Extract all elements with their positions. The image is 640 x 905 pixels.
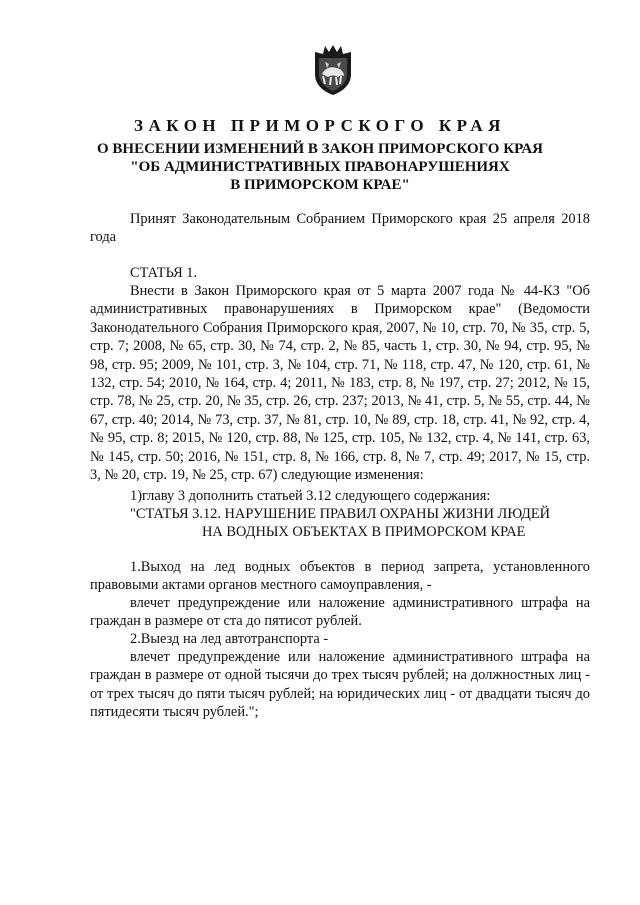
adoption-statement: Принят Законодательным Собранием Приморского края 25 апреля 2018 года bbox=[90, 211, 590, 246]
coat-of-arms-icon bbox=[311, 44, 355, 96]
new-article-title-line-2: НА ВОДНЫХ ОБЪЕКТАХ В ПРИМОРСКОМ КРАЕ bbox=[202, 524, 526, 540]
subtitle-line: О ВНЕСЕНИИ ИЗМЕНЕНИЙ В ЗАКОН ПРИМОРСКОГО КРАЯ bbox=[97, 141, 543, 157]
new-article-title-line-1: "СТАТЬЯ 3.12. НАРУШЕНИЕ ПРАВИЛ ОХРАНЫ ЖИЗНИ ЛЮДЕЙ bbox=[130, 506, 551, 522]
paragraph-2: 2.Выезд на лед автотранспорта - bbox=[130, 631, 329, 647]
paragraph-1-penalty: влечет предупреждение или наложение административного штрафа на граждан в размере от ста до пятисот рублей. bbox=[90, 595, 590, 630]
paragraph-1: 1.Выход на лед водных объектов в период запрета, установленного правовыми актами органов местного самоуправления, - bbox=[90, 559, 590, 594]
subtitle-line: "ОБ АДМИНИСТРАТИВНЫХ ПРАВОНАРУШЕНИЯХ bbox=[130, 159, 510, 175]
article-body: Внести в Закон Приморского края от 5 марта 2007 года № 44-КЗ "Об административных правонарушениях в Приморском крае" (Ведомости Законодательного Собрания Приморского края, 2007, № 10, стр. 70, № 35, стр. 5, стр. 7; 2008, № 65, стр. 30, № 74, стр. 2, № 85, часть 1, стр. 30, № 94, стр. 95, № 98, стр. 95; 2009, № 101, стр. 3, № 104, стр. 71, № 118, стр. 47, № 120, стр. 61, № 132, стр. 54; 2010, № 164, стр. 4; 2011, № 183, стр. 8, № 197, стр. 27; 2012, № 15, стр. 78, № 25, стр. 20, № 35, стр. 26, стр. 237; 2013, № 41, стр. 5, № 55, стр. 44, № 67, стр. 40; 2014, № 73, стр. 37, № 81, стр. 10, № 89, стр. 18, стр. 41, № 92, стр. 4, № 95, стр. 8; 2015, № 120, стр. 88, № 125, стр. 105, № 132, стр. 4, № 141, стр. 63, № 145, стр. 50; 2016, № 151, стр. 8, № 166, стр. 8, № 7, стр. 49; 2017, № 15, стр. 3, № 20, стр. 19, № 25, стр. 67) следующие изменения: bbox=[90, 283, 590, 484]
paragraph-2-penalty: влечет предупреждение или наложение административного штрафа на граждан в размере от одной тысячи до трех тысяч рублей; на должностных лиц - от трех тысяч до пяти тысяч рублей; на юридических лиц - от двадцати тысяч до пятидесяти тысяч рублей."; bbox=[90, 649, 590, 721]
law-subtitle bbox=[80, 140, 560, 194]
law-title: ЗАКОН ПРИМОРСКОГО КРАЯ bbox=[134, 116, 506, 135]
article-heading: СТАТЬЯ 1. bbox=[130, 265, 198, 281]
subtitle-line: В ПРИМОРСКОМ КРАЕ" bbox=[230, 177, 410, 193]
amendment-item-1: 1)главу 3 дополнить статьей 3.12 следующего содержания: bbox=[130, 488, 491, 504]
